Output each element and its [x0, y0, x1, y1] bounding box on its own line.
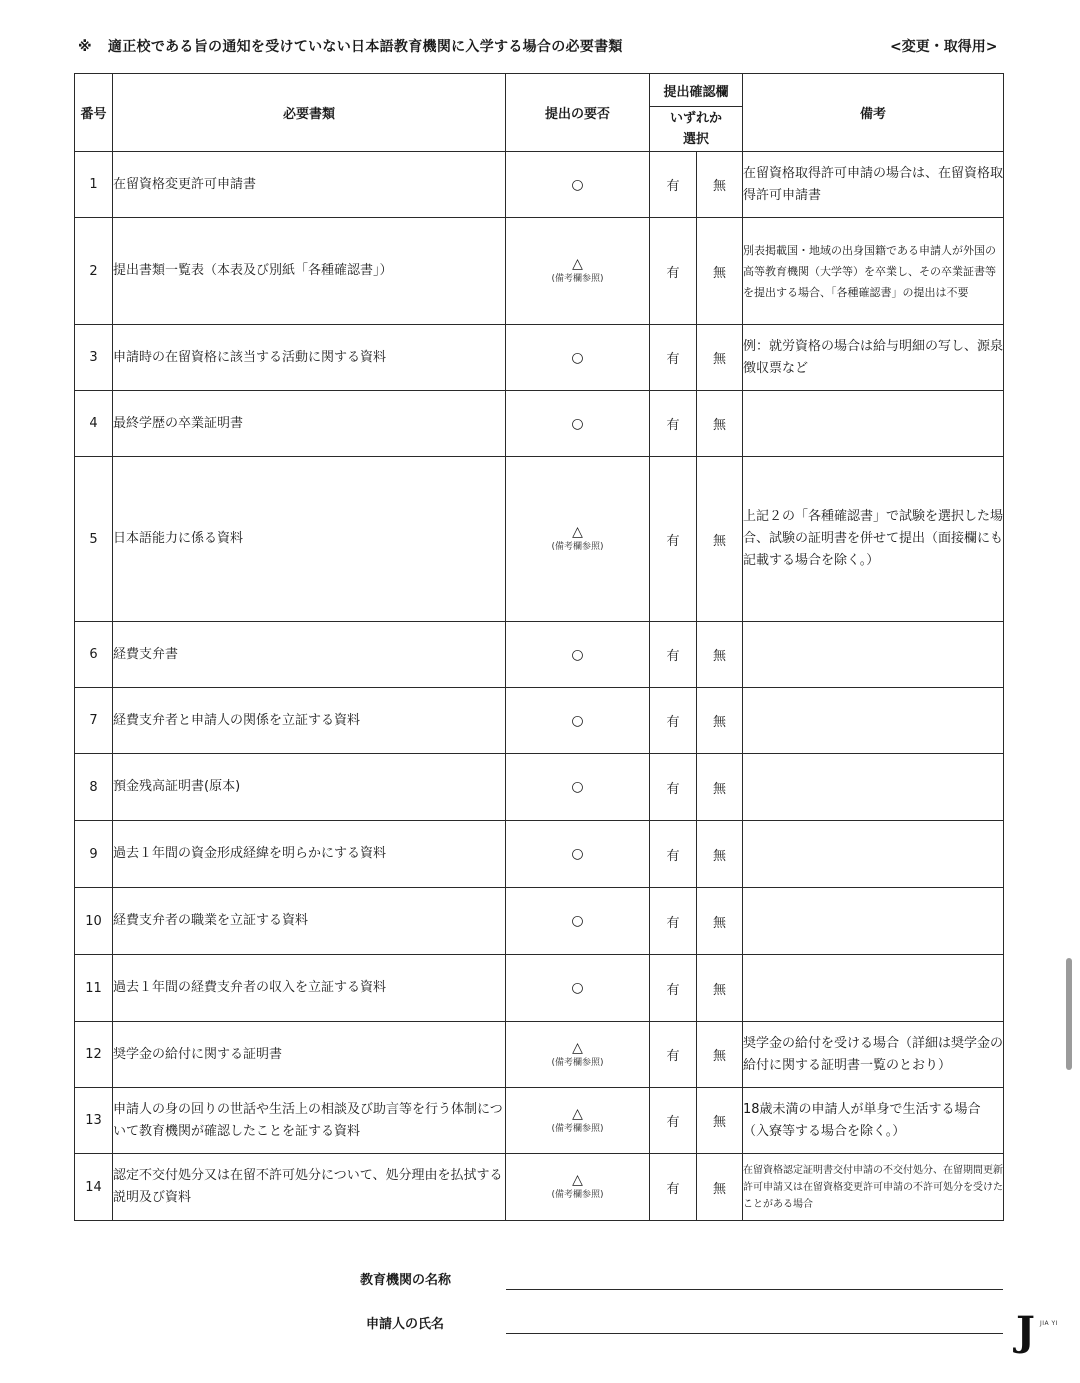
option-no[interactable]: 無 — [697, 1088, 743, 1154]
option-no[interactable]: 無 — [697, 754, 743, 821]
required-cell — [506, 888, 650, 955]
option-no[interactable]: 無 — [697, 955, 743, 1022]
required-note: (備考欄参照) — [551, 1190, 604, 1200]
remarks-cell — [743, 821, 1004, 888]
required-symbol: △ — [572, 524, 583, 540]
option-no[interactable]: 無 — [697, 457, 743, 622]
option-yes[interactable]: 有 — [650, 821, 697, 888]
required-symbol: ○ — [571, 779, 584, 795]
document-name: 申請時の在留資格に該当する活動に関する資料 — [113, 325, 506, 391]
option-yes[interactable]: 有 — [650, 1088, 697, 1154]
required-documents-table — [74, 73, 1004, 1221]
row-number: 5 — [75, 457, 113, 622]
required-symbol: △ — [572, 1039, 583, 1056]
required-cell — [506, 821, 650, 888]
page-title-text: 適正校である旨の通知を受けていない日本語教育機関に入学する場合の必要書類 — [107, 39, 623, 55]
row-number: 13 — [75, 1088, 113, 1154]
required-note: (備考欄参照) — [551, 1057, 604, 1068]
remarks-cell: 奨学金の給付を受ける場合（詳細は奨学金の給付に関する証明書一覧のとおり） — [743, 1022, 1004, 1088]
required-cell — [506, 688, 650, 754]
document-name: 経費支弁者の職業を立証する資料 — [113, 888, 506, 955]
logo-text: JIA YI — [1040, 1320, 1058, 1327]
required-cell — [506, 955, 650, 1022]
option-yes[interactable]: 有 — [650, 152, 697, 218]
header-confirm: 提出確認欄 — [650, 74, 743, 107]
document-name: 最終学歴の卒業証明書 — [113, 391, 506, 457]
required-cell — [506, 457, 650, 622]
remarks-cell: 在留資格取得許可申請の場合は、在留資格取得許可申請書 — [743, 152, 1004, 218]
table-header-row — [75, 74, 1004, 107]
option-yes[interactable]: 有 — [650, 325, 697, 391]
option-yes[interactable]: 有 — [650, 1154, 697, 1221]
remarks-cell: 上記２の「各種確認書」で試験を選択した場合、試験の証明書を併せて提出（面接欄にも記載する場合を除く。） — [743, 457, 1004, 622]
brand-logo — [1012, 1310, 1068, 1354]
document-name: 提出書類一覧表（本表及び別紙「各種確認書」） — [113, 218, 506, 325]
remarks-cell — [743, 888, 1004, 955]
required-cell — [506, 325, 650, 391]
option-yes[interactable]: 有 — [650, 688, 697, 754]
table-row — [75, 457, 1004, 622]
row-number: 10 — [75, 888, 113, 955]
option-no[interactable]: 無 — [697, 325, 743, 391]
document-name: 経費支弁者と申請人の関係を立証する資料 — [113, 688, 506, 754]
row-number: 3 — [75, 325, 113, 391]
option-no[interactable]: 無 — [697, 218, 743, 325]
document-name: 在留資格変更許可申請書 — [113, 152, 506, 218]
row-number: 6 — [75, 622, 113, 688]
remarks-cell: 在留資格認定証明書交付申請の不交付処分、在留期間更新許可申請又は在留資格変更許可申請の不許可処分を受けたことがある場合 — [743, 1154, 1004, 1221]
required-symbol: △ — [572, 256, 583, 272]
header-documents: 必要書類 — [113, 74, 506, 152]
table-row — [75, 218, 1004, 325]
required-symbol: △ — [572, 1172, 583, 1188]
required-cell — [506, 152, 650, 218]
row-number: 2 — [75, 218, 113, 325]
required-cell — [506, 1088, 650, 1154]
row-number: 7 — [75, 688, 113, 754]
option-no[interactable]: 無 — [697, 688, 743, 754]
table-row — [75, 1088, 1004, 1154]
table-row — [75, 391, 1004, 457]
required-symbol: ○ — [571, 415, 584, 432]
header-required: 提出の要否 — [506, 74, 650, 152]
document-name: 過去１年間の資金形成経緯を明らかにする資料 — [113, 821, 506, 888]
required-symbol: ○ — [571, 176, 584, 193]
document-name: 経費支弁書 — [113, 622, 506, 688]
required-symbol: ○ — [571, 646, 584, 663]
table-row — [75, 688, 1004, 754]
required-cell — [506, 622, 650, 688]
document-name: 奨学金の給付に関する証明書 — [113, 1022, 506, 1088]
required-symbol: ○ — [571, 712, 584, 729]
remarks-cell — [743, 955, 1004, 1022]
required-note: (備考欄参照) — [551, 1123, 604, 1134]
logo-letter: J — [1016, 1308, 1035, 1355]
table-row — [75, 821, 1004, 888]
table-row — [75, 754, 1004, 821]
row-number: 9 — [75, 821, 113, 888]
document-name: 日本語能力に係る資料 — [113, 457, 506, 622]
row-number: 4 — [75, 391, 113, 457]
required-symbol: ○ — [571, 349, 584, 366]
option-no[interactable]: 無 — [697, 1154, 743, 1221]
document-name: 申請人の身の回りの世話や生活上の相談及び助言等を行う体制について教育機関が確認したことを証する資料 — [113, 1088, 506, 1154]
table-row — [75, 888, 1004, 955]
document-name: 認定不交付処分又は在留不許可処分について、処分理由を払拭する説明及び資料 — [113, 1154, 506, 1221]
row-number: 14 — [75, 1154, 113, 1221]
option-no[interactable]: 無 — [697, 1022, 743, 1088]
header-choose-line1: いずれか — [670, 111, 723, 126]
required-symbol: △ — [572, 1105, 583, 1122]
option-yes[interactable]: 有 — [650, 622, 697, 688]
remarks-cell — [743, 754, 1004, 821]
required-cell — [506, 218, 650, 325]
remarks-cell: 例：就労資格の場合は給与明細の写し、源泉徴収票など — [743, 325, 1004, 391]
required-note: (備考欄参照) — [551, 274, 604, 284]
row-number: 11 — [75, 955, 113, 1022]
reference-mark: ※ — [78, 39, 92, 55]
required-cell — [506, 391, 650, 457]
option-yes[interactable]: 有 — [650, 955, 697, 1022]
required-symbol: ○ — [571, 846, 584, 862]
table-row — [75, 1022, 1004, 1088]
option-no[interactable]: 無 — [697, 622, 743, 688]
document-name: 預金残高証明書(原本) — [113, 754, 506, 821]
option-yes[interactable]: 有 — [650, 888, 697, 955]
institution-name-label: 教育機関の名称 — [360, 1273, 452, 1288]
row-number: 8 — [75, 754, 113, 821]
header-number: 番号 — [75, 74, 113, 152]
row-number: 12 — [75, 1022, 113, 1088]
table-row — [75, 622, 1004, 688]
remarks-cell — [743, 622, 1004, 688]
document-name: 過去１年間の経費支弁者の収入を立証する資料 — [113, 955, 506, 1022]
option-yes[interactable]: 有 — [650, 391, 697, 457]
header-choose — [650, 107, 743, 152]
remarks-cell — [743, 391, 1004, 457]
option-yes[interactable]: 有 — [650, 1022, 697, 1088]
required-note: (備考欄参照) — [551, 542, 604, 552]
applicant-name-field[interactable] — [506, 1333, 1003, 1334]
form-type-tag: <変更・取得用> — [890, 39, 998, 55]
required-symbol: ○ — [571, 913, 584, 929]
required-symbol: ○ — [571, 980, 584, 996]
required-cell — [506, 754, 650, 821]
option-yes[interactable]: 有 — [650, 218, 697, 325]
option-no[interactable]: 無 — [697, 391, 743, 457]
remarks-cell — [743, 688, 1004, 754]
table-row — [75, 955, 1004, 1022]
option-no[interactable]: 無 — [697, 821, 743, 888]
row-number: 1 — [75, 152, 113, 218]
header-remarks: 備考 — [743, 74, 1004, 152]
option-no[interactable]: 無 — [697, 888, 743, 955]
applicant-name-label: 申請人の氏名 — [366, 1317, 445, 1332]
page-title — [78, 36, 623, 56]
remarks-cell: 別表掲載国・地域の出身国籍である申請人が外国の高等教育機関（大学等）を卒業し、その卒業証書等を提出する場合、「各種確認書」の提出は不要 — [743, 218, 1004, 325]
institution-name-field[interactable] — [506, 1289, 1003, 1290]
table-row — [75, 152, 1004, 218]
required-cell — [506, 1022, 650, 1088]
required-cell — [506, 1154, 650, 1221]
option-no[interactable]: 無 — [697, 152, 743, 218]
option-yes[interactable]: 有 — [650, 754, 697, 821]
remarks-cell: 18歳未満の申請人が単身で生活する場合（入寮等する場合を除く。） — [743, 1088, 1004, 1154]
table-row — [75, 1154, 1004, 1221]
scrollbar-thumb[interactable] — [1066, 958, 1072, 1070]
option-yes[interactable]: 有 — [650, 457, 697, 622]
header-choose-line2: 選択 — [683, 132, 710, 147]
table-row — [75, 325, 1004, 391]
